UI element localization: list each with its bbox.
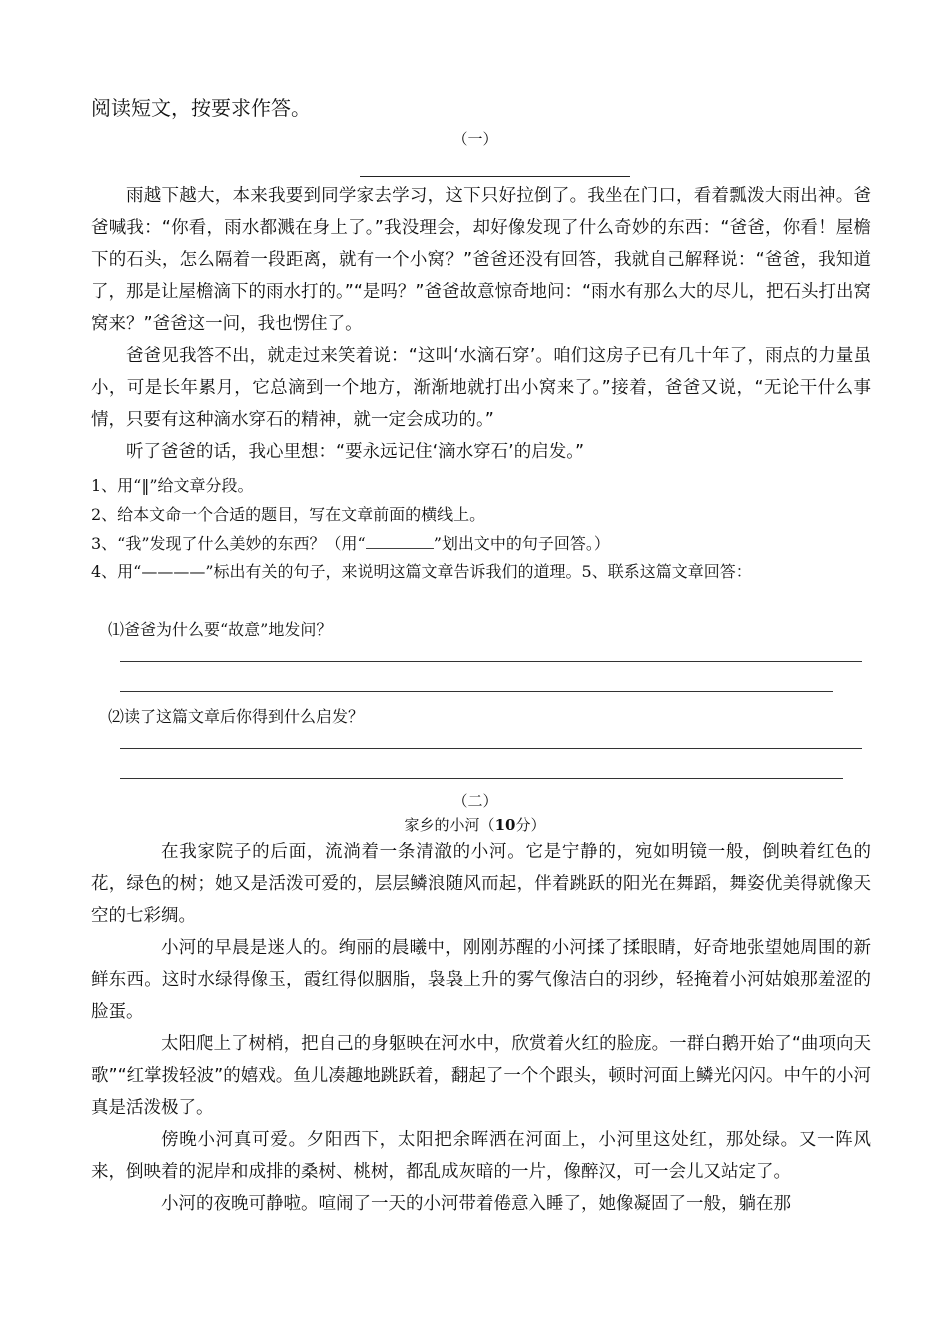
section-2-title-text: 家乡的小河（	[404, 816, 495, 834]
title-blank-line[interactable]	[360, 176, 630, 177]
section-2-score-unit: 分）	[515, 816, 546, 834]
river-paragraph-4: 傍晚小河真可爱。夕阳西下，太阳把余晖洒在河面上，小河里这处红，那处绿。又一阵风来，倒映着的泥岸和成排的桑树、桃树，都乱成灰暗的一片，像醉汉，可一会儿又站定了。	[91, 1130, 871, 1182]
passage-paragraph-1: 雨越下越大，本来我要到同学家去学习，这下只好拉倒了。我坐在门口，看着瓢泼大雨出神。爸爸喊我：“你看，雨水都溅在身上了。”我没理会，却好像发现了什么奇妙的东西：“爸爸，你看！屋檐下的石头，怎么隔着一段距离，就有一个小窝？”爸爸还没有回答，我就自己解释说：“爸爸，我知道了，那是让屋檐滴下的雨水打的。”“是吗？”爸爸故意惊奇地问：“雨水有那么大的尽儿，把石头打出窝窝来？”爸爸这一问，我也愣住了。	[91, 186, 872, 334]
question-4: 4、用“————”标出有关的句子，来说明这篇文章告诉我们的道理。5、联系这篇文章回答：	[91, 562, 752, 581]
answer-line-4[interactable]	[120, 778, 843, 779]
section-2-label: （二）	[452, 792, 498, 810]
river-paragraph-1: 在我家院子的后面，流淌着一条清澈的小河。它是宁静的，宛如明镜一般，倒映着红色的花，绿色的树；她又是活泼可爱的，层层鳞浪随风而起，伴着跳跃的阳光在舞蹈，舞姿优美得就像天空的七彩绸。	[91, 842, 871, 926]
section-2-title	[0, 814, 950, 835]
river-paragraph-2: 小河的早晨是迷人的。绚丽的晨曦中，刚刚苏醒的小河揉了揉眼睛，好奇地张望她周围的新鲜东西。这时水绿得像玉，霞红得似胭脂，袅袅上升的雾气像洁白的羽纱，轻掩着小河姑娘那羞涩的脸蛋。	[91, 938, 871, 1022]
section-2-passage	[91, 836, 871, 1220]
question-3	[91, 531, 610, 554]
river-paragraph-5: 小河的夜晚可静啦。喧闹了一天的小河带着倦意入睡了，她像凝固了一般，躺在那	[161, 1194, 791, 1214]
river-paragraph-3: 太阳爬上了树梢，把自己的身躯映在河水中，欣赏着火红的脸庞。一群白鹅开始了“曲项向天歌”“红掌拨轻波”的嬉戏。鱼儿凑趣地跳跃着，翻起了一个个跟头，顿时河面上鳞光闪闪。中午的小河真是活泼极了。	[91, 1034, 871, 1118]
question-2: 2、给本文命一个合适的题目，写在文章前面的横线上。	[91, 505, 486, 524]
answer-line-1[interactable]	[120, 661, 862, 662]
question-5-2: ⑵读了这篇文章后你得到什么启发？	[108, 707, 365, 726]
question-5-1: ⑴爸爸为什么要“故意”地发问？	[108, 620, 333, 639]
answer-line-2[interactable]	[120, 691, 833, 692]
question-1: 1、用“‖”给文章分段。	[91, 476, 254, 495]
page-heading: 阅读短文，按要求作答。	[91, 96, 311, 120]
section-2-score: 10	[494, 816, 516, 834]
question-3-blank	[366, 534, 434, 549]
passage-paragraph-2: 爸爸见我答不出，就走过来笑着说：“这叫‘水滴石穿’。咱们这房子已有几十年了，雨点的力量虽小，可是长年累月，它总滴到一个地方，渐渐地就打出小窝来了。”接着，爸爸又说，“无论干什么事情，只要有这种滴水穿石的精神，就一定会成功的。”	[91, 346, 871, 430]
question-3-before: 3、“我”发现了什么美妙的东西？（用“	[91, 534, 366, 553]
section-1-label: （一）	[452, 130, 498, 148]
passage-paragraph-3: 听了爸爸的话，我心里想：“要永远记住‘滴水穿石’的启发。”	[126, 442, 585, 462]
question-3-after: ”划出文中的句子回答。）	[433, 534, 610, 553]
section-1-passage	[91, 180, 871, 468]
answer-line-3[interactable]	[120, 748, 862, 749]
